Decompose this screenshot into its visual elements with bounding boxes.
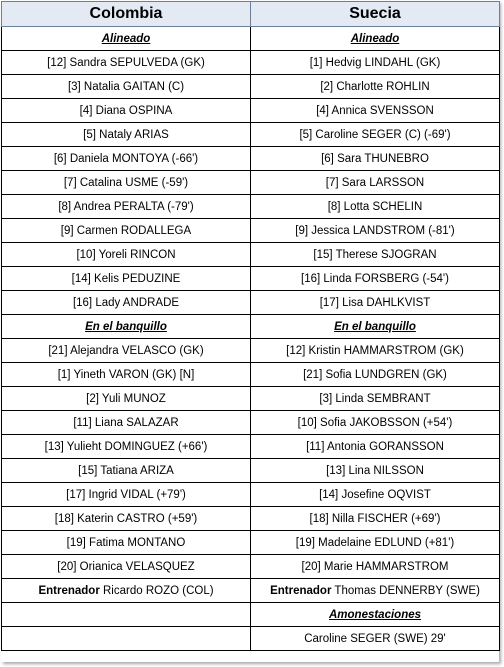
- coach-name: Thomas DENNERBY (SWE): [334, 584, 480, 597]
- lineup-table: [1, 1, 500, 651]
- player-left: [14] Kelis PEDUZINE: [2, 267, 251, 291]
- coach-label: Entrenador: [270, 584, 332, 597]
- section-label-lineup-right: Alineado: [251, 27, 500, 51]
- player-right: [1] Hedvig LINDAHL (GK): [251, 51, 500, 75]
- bench-row: [2, 387, 500, 411]
- substitute-left: [2] Yuli MUNOZ: [2, 387, 251, 411]
- lineup-row: [2, 51, 500, 75]
- player-right: [7] Sara LARSSON: [251, 171, 500, 195]
- bench-row: [2, 507, 500, 531]
- header-row: [2, 2, 500, 27]
- substitute-left: [13] Yulieht DOMINGUEZ (+66'): [2, 435, 251, 459]
- lineup-row: [2, 123, 500, 147]
- lineup-sheet: [1, 1, 499, 662]
- substitute-left: [18] Katerin CASTRO (+59'): [2, 507, 251, 531]
- player-left: [5] Nataly ARIAS: [2, 123, 251, 147]
- substitute-left: [1] Yineth VARON (GK) [N]: [2, 363, 251, 387]
- coach-row: [2, 579, 500, 603]
- section-label-bench-right: En el banquillo: [251, 315, 500, 339]
- coach-left: [2, 579, 251, 603]
- player-right: [16] Linda FORSBERG (-54'): [251, 267, 500, 291]
- player-left: [7] Catalina USME (-59'): [2, 171, 251, 195]
- player-right: [6] Sara THUNEBRO: [251, 147, 500, 171]
- player-right: [4] Annica SVENSSON: [251, 99, 500, 123]
- player-right: [5] Caroline SEGER (C) (-69'): [251, 123, 500, 147]
- substitute-left: [20] Orianica VELASQUEZ: [2, 555, 251, 579]
- lineup-body: [2, 27, 500, 651]
- substitute-left: [17] Ingrid VIDAL (+79'): [2, 483, 251, 507]
- substitute-left: [11] Liana SALAZAR: [2, 411, 251, 435]
- lineup-row: [2, 291, 500, 315]
- section-label-cards: Amonestaciones: [251, 603, 500, 627]
- section-row-cards: [2, 603, 500, 627]
- lineup-row: [2, 267, 500, 291]
- substitute-right: [21] Sofia LUNDGREN (GK): [251, 363, 500, 387]
- substitute-right: [13] Lina NILSSON: [251, 459, 500, 483]
- substitute-right: [20] Marie HAMMARSTROM: [251, 555, 500, 579]
- substitute-left: [19] Fatima MONTANO: [2, 531, 251, 555]
- substitute-right: [12] Kristin HAMMARSTROM (GK): [251, 339, 500, 363]
- substitute-right: [11] Antonia GORANSSON: [251, 435, 500, 459]
- booking-right: Caroline SEGER (SWE) 29': [251, 627, 500, 651]
- player-left: [4] Diana OSPINA: [2, 99, 251, 123]
- player-right: [17] Lisa DAHLKVIST: [251, 291, 500, 315]
- substitute-right: [3] Linda SEMBRANT: [251, 387, 500, 411]
- section-label-bench-left: En el banquillo: [2, 315, 251, 339]
- player-left: [9] Carmen RODALLEGA: [2, 219, 251, 243]
- bench-row: [2, 435, 500, 459]
- empty-cell: [2, 603, 251, 627]
- player-left: [10] Yoreli RINCON: [2, 243, 251, 267]
- player-left: [16] Lady ANDRADE: [2, 291, 251, 315]
- bench-row: [2, 363, 500, 387]
- bench-row: [2, 531, 500, 555]
- substitute-right: [19] Madelaine EDLUND (+81'): [251, 531, 500, 555]
- bench-row: [2, 483, 500, 507]
- lineup-row: [2, 219, 500, 243]
- section-row-lineup: [2, 27, 500, 51]
- substitute-right: [14] Josefine OQVIST: [251, 483, 500, 507]
- substitute-left: [15] Tatiana ARIZA: [2, 459, 251, 483]
- player-left: [12] Sandra SEPULVEDA (GK): [2, 51, 251, 75]
- lineup-row: [2, 75, 500, 99]
- coach-right: [251, 579, 500, 603]
- substitute-right: [18] Nilla FISCHER (+69'): [251, 507, 500, 531]
- lineup-row: [2, 243, 500, 267]
- lineup-row: [2, 171, 500, 195]
- bench-row: [2, 411, 500, 435]
- section-label-lineup-left: Alineado: [2, 27, 251, 51]
- player-left: [8] Andrea PERALTA (-79'): [2, 195, 251, 219]
- lineup-row: [2, 99, 500, 123]
- bench-row: [2, 459, 500, 483]
- player-right: [15] Therese SJOGRAN: [251, 243, 500, 267]
- cards-row: [2, 627, 500, 651]
- substitute-left: [21] Alejandra VELASCO (GK): [2, 339, 251, 363]
- bench-row: [2, 555, 500, 579]
- empty-cell: [2, 627, 251, 651]
- coach-label: Entrenador: [38, 584, 100, 597]
- lineup-row: [2, 147, 500, 171]
- team-right-heading: Suecia: [251, 2, 500, 27]
- bench-row: [2, 339, 500, 363]
- player-right: [9] Jessica LANDSTROM (-81'): [251, 219, 500, 243]
- player-right: [2] Charlotte ROHLIN: [251, 75, 500, 99]
- substitute-right: [10] Sofia JAKOBSSON (+54'): [251, 411, 500, 435]
- team-left-heading: Colombia: [2, 2, 251, 27]
- section-row-bench: [2, 315, 500, 339]
- coach-name: Ricardo ROZO (COL): [103, 584, 214, 597]
- lineup-row: [2, 195, 500, 219]
- player-left: [3] Natalia GAITAN (C): [2, 75, 251, 99]
- player-left: [6] Daniela MONTOYA (-66'): [2, 147, 251, 171]
- player-right: [8] Lotta SCHELIN: [251, 195, 500, 219]
